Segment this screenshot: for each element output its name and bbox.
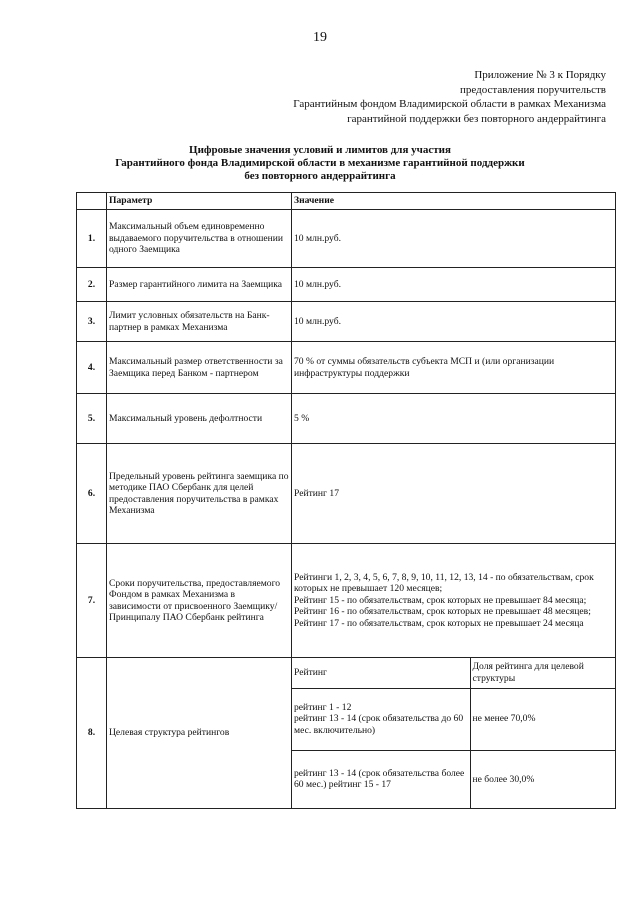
subtable-header-share: Доля рейтинга для целевой структуры: [470, 658, 615, 688]
table-row: [77, 268, 616, 302]
header-value: Значение: [292, 193, 616, 210]
title-line: без повторного андеррайтинга: [244, 170, 396, 182]
row-number: 7.: [77, 544, 107, 658]
title-line: Гарантийного фонда Владимирской области в механизме гарантийной поддержки: [115, 157, 525, 169]
row-param: Целевая структура рейтингов: [107, 658, 292, 809]
limits-table: [76, 192, 616, 809]
appendix-note: [293, 68, 606, 126]
page-number: 19: [313, 30, 327, 45]
row-param: Предельный уровень рейтинга заемщика по методике ПАО Сбербанк для целей предоставления поручительства в рамках Механизма: [107, 444, 292, 544]
row-value: Рейтинг 17: [292, 444, 616, 544]
row-value: 10 млн.руб.: [292, 302, 616, 342]
row-value-terms: [292, 544, 616, 658]
row-param: Лимит условных обязательств на Банк-партнер в рамках Механизма: [107, 302, 292, 342]
appendix-line: гарантийной поддержки без повторного андеррайтинга: [347, 112, 606, 125]
row-number: 3.: [77, 302, 107, 342]
term-line: Рейтинги 1, 2, 3, 4, 5, 6, 7, 8, 9, 10, 11, 12, 13, 14 - по обязательствам, срок которых не превышает 120 месяцев;: [294, 571, 594, 595]
table-row: [77, 302, 616, 342]
row-number: 8.: [77, 658, 107, 809]
subtable-header-rating: Рейтинг: [292, 658, 470, 688]
subtable-row: [292, 688, 615, 750]
row-value: 70 % от суммы обязательств субъекта МСП и (или организации инфраструктуры поддержки: [292, 342, 616, 394]
row-param: Максимальный объем единовременно выдаваемого поручительства в отношении одного Заемщика: [107, 210, 292, 268]
rating-structure-table: [292, 658, 615, 808]
table-row: [77, 658, 616, 809]
row-value: 5 %: [292, 394, 616, 444]
term-line: Рейтинг 17 - по обязательствам, срок которых не превышает 24 месяца: [294, 617, 584, 629]
appendix-line: Приложение № 3 к Порядку: [474, 69, 606, 81]
table-row: [77, 444, 616, 544]
row-number: 1.: [77, 210, 107, 268]
subtable-share: не более 30,0%: [470, 750, 615, 808]
row-number: 5.: [77, 394, 107, 444]
term-line: Рейтинг 15 - по обязательствам, срок которых не превышает 84 месяца;: [294, 594, 587, 606]
row-number: 4.: [77, 342, 107, 394]
header-num: [77, 193, 107, 210]
appendix-line: предоставления поручительств: [460, 83, 606, 96]
rating-structure-cell: [292, 658, 616, 809]
row-value: 10 млн.руб.: [292, 268, 616, 302]
table-row: [77, 544, 616, 658]
row-param: Сроки поручительства, предоставляемого Фондом в рамках Механизма в зависимости от присвоенного Заемщику/Принципалу ПАО Сбербанк рейтинга: [107, 544, 292, 658]
subtable-rating: рейтинг 13 - 14 (срок обязательства более 60 мес.) рейтинг 15 - 17: [292, 750, 470, 808]
table-row: [77, 210, 616, 268]
table-row: [77, 342, 616, 394]
row-param: Максимальный уровень дефолтности: [107, 394, 292, 444]
row-number: 6.: [77, 444, 107, 544]
table-row: [77, 394, 616, 444]
appendix-line: Гарантийным фондом Владимирской области в рамках Механизма: [293, 98, 606, 110]
subtable-share: не менее 70,0%: [470, 688, 615, 750]
title-line: Цифровые значения условий и лимитов для участия: [189, 144, 451, 156]
row-value: 10 млн.руб.: [292, 210, 616, 268]
document-title: [0, 144, 640, 183]
row-param: Максимальный размер ответственности за Заемщика перед Банком - партнером: [107, 342, 292, 394]
subtable-header-row: [292, 658, 615, 688]
row-number: 2.: [77, 268, 107, 302]
subtable-rating: рейтинг 1 - 12 рейтинг 13 - 14 (срок обязательства до 60 мес. включительно): [292, 688, 470, 750]
header-param: Параметр: [107, 193, 292, 210]
row-param: Размер гарантийного лимита на Заемщика: [107, 268, 292, 302]
term-line: Рейтинг 16 - по обязательствам, срок которых не превышает 48 месяцев;: [294, 606, 591, 618]
table-header-row: [77, 193, 616, 210]
subtable-row: [292, 750, 615, 808]
